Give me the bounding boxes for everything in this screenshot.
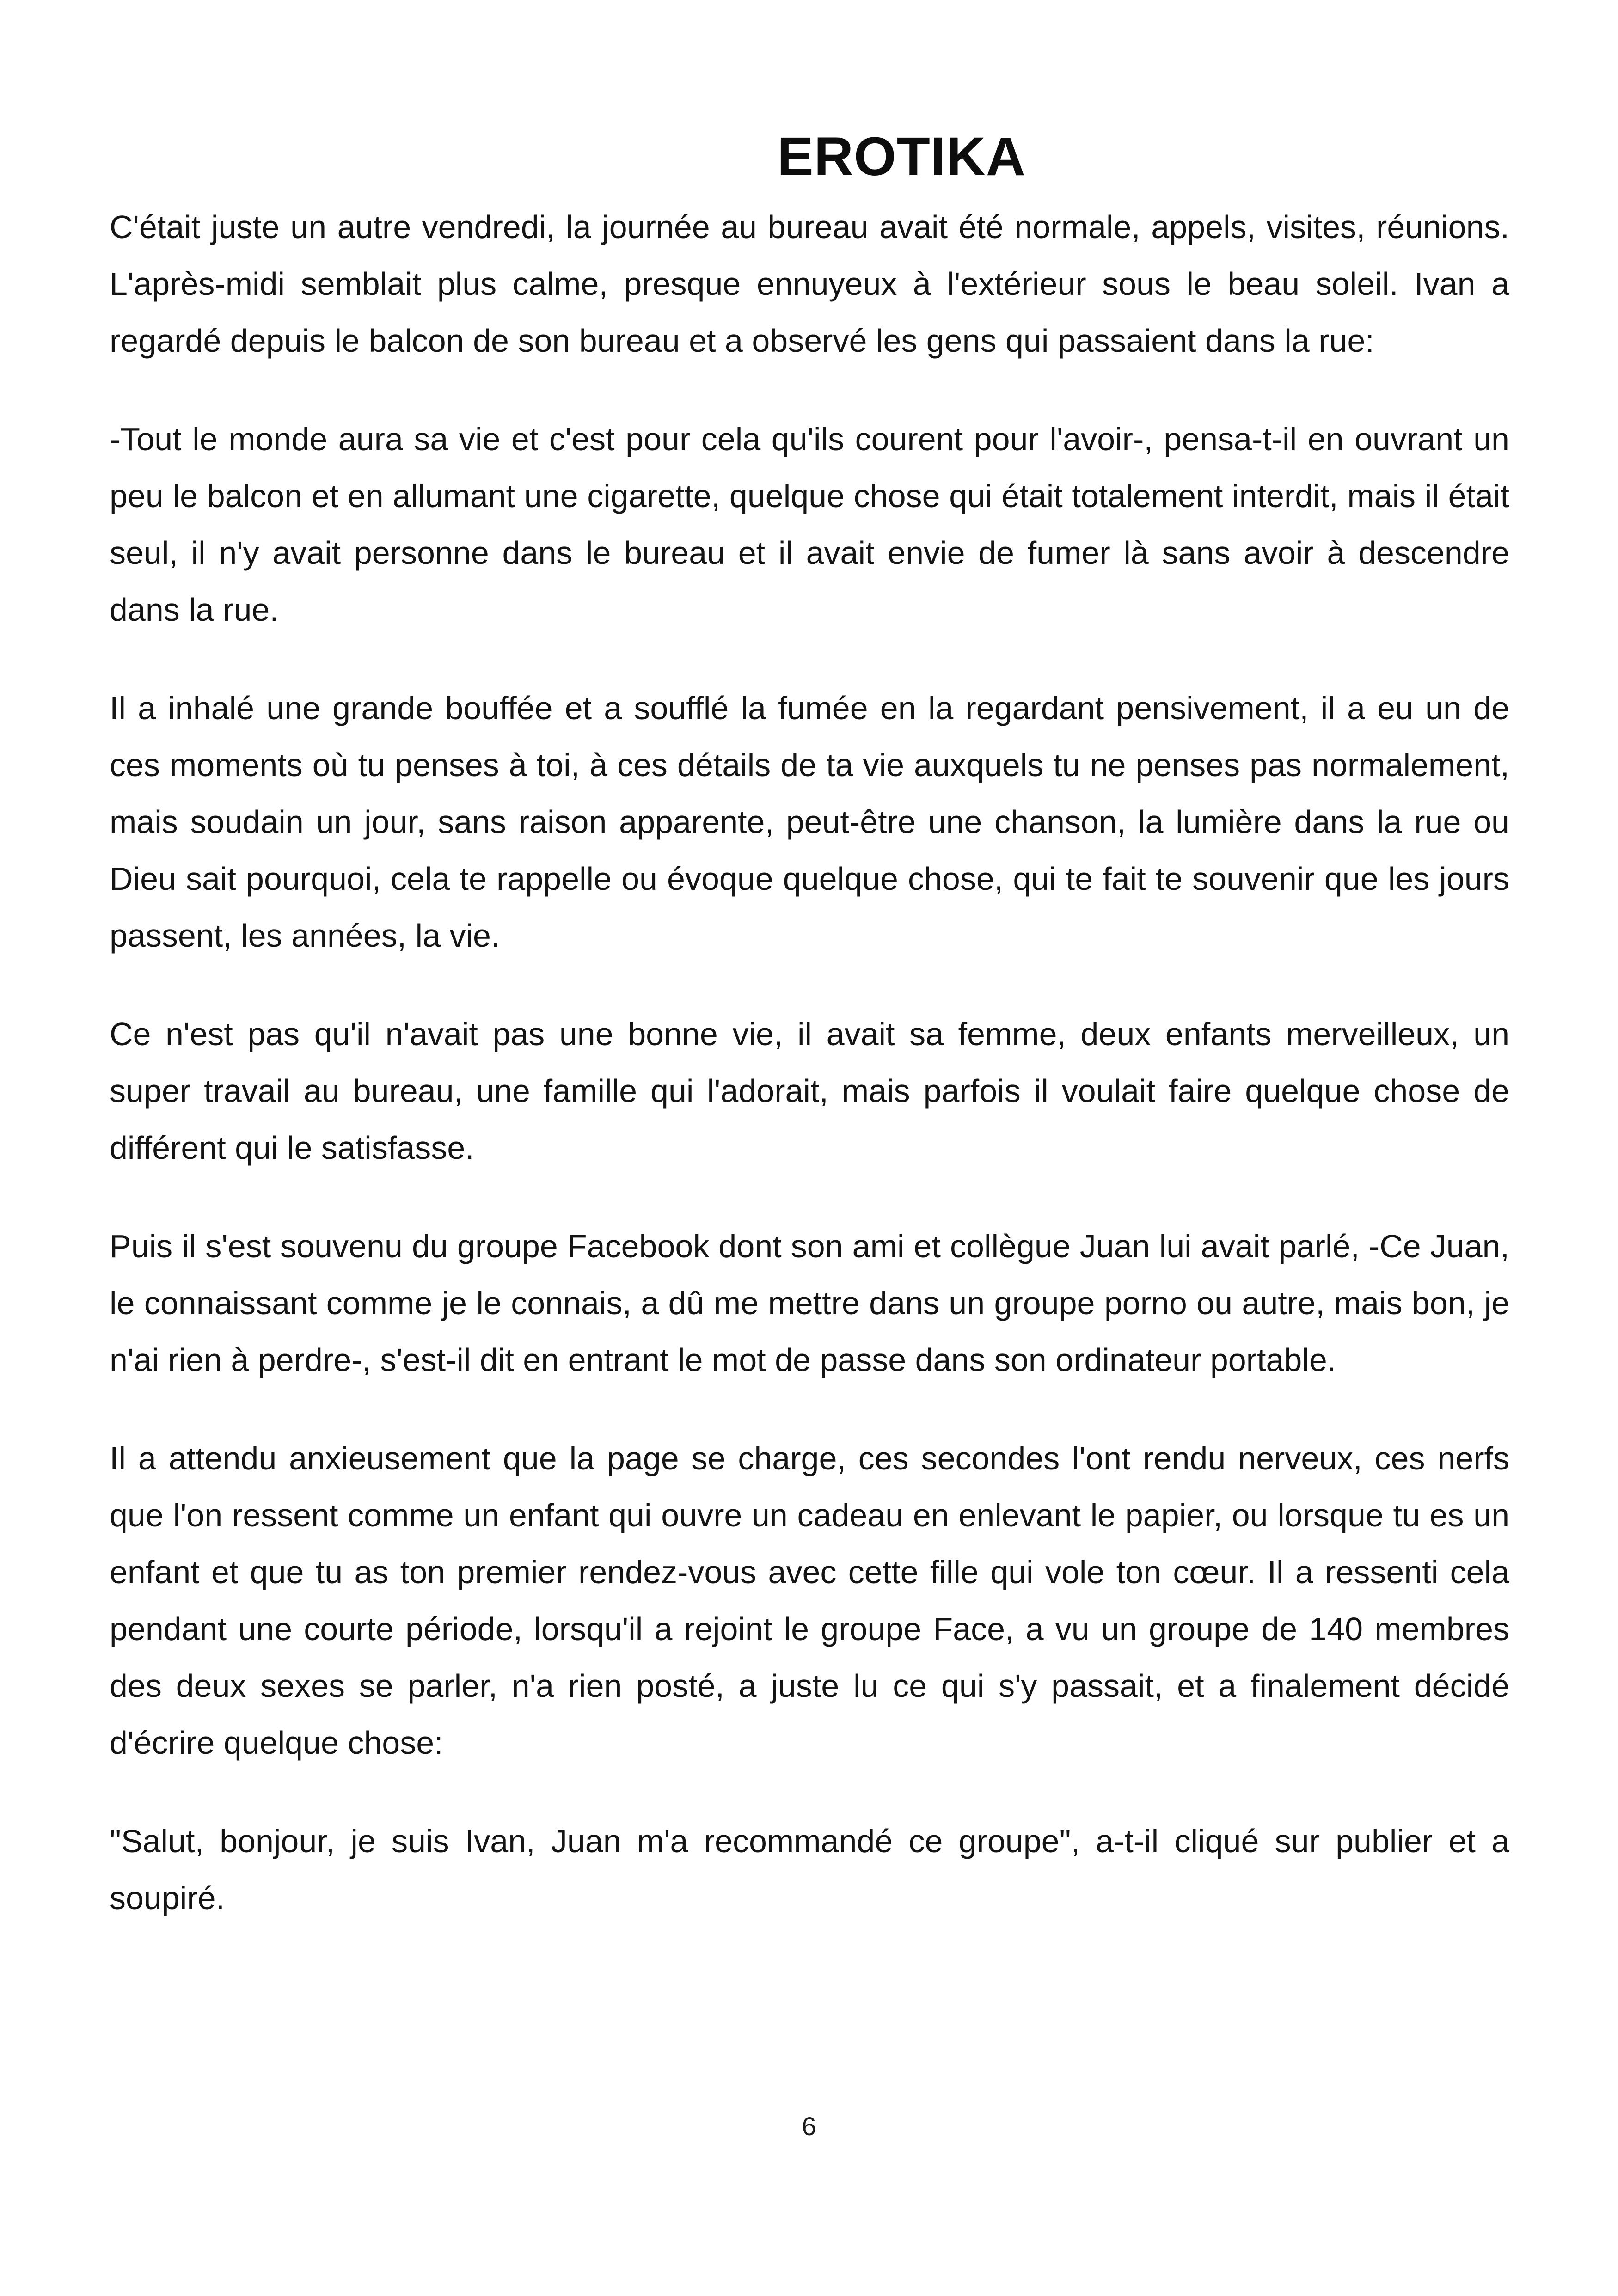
paragraph-4: Ce n'est pas qu'il n'avait pas une bonne vie, il avait sa femme, deux enfants merveilleux, un super travail au bureau, une famille qui l'adorait, mais parfois il voulait faire quelque chose de différent qui le satisfasse. (110, 1016, 1509, 1166)
paragraph-3: Il a inhalé une grande bouffée et a soufflé la fumée en la regardant pensivement, il a eu un de ces moments où tu penses à toi, à ces détails de ta vie auxquels tu ne penses pas normalement, mais soudain un jour, sans raison apparente, peut-être une chanson, la lumière dans la rue ou Dieu sait pourquoi, cela te rappelle ou évoque quelque chose, qui te fait te souvenir que les jours passent, les années, la vie. (110, 690, 1509, 954)
paragraph-5: Puis il s'est souvenu du groupe Facebook dont son ami et collègue Juan lui avait parlé, -Ce Juan, le connaissant comme je le connais, a dû me mettre dans un groupe porno ou autre, mais bon, je n'ai rien à perdre-, s'est-il dit en entrant le mot de passe dans son ordinateur portable. (110, 1228, 1509, 1378)
paragraph-6: Il a attendu anxieusement que la page se charge, ces secondes l'ont rendu nerveux, ces nerfs que l'on ressent comme un enfant qui ouvre un cadeau en enlevant le papier, ou lorsque tu es un enfant et que tu as ton premier rendez-vous avec cette fille qui vole ton cœur. Il a ressenti cela pendant une courte période, lorsqu'il a rejoint le groupe Face, a vu un groupe de 140 membres des deux sexes se parler, n'a rien posté, a juste lu ce qui s'y passait, et a finalement décidé d'écrire quelque chose: (110, 1440, 1509, 1761)
paragraph-2: -Tout le monde aura sa vie et c'est pour cela qu'ils courent pour l'avoir-, pensa-t-il en ouvrant un peu le balcon et en allumant une cigarette, quelque chose qui était totalement interdit, mais il était seul, il n'y avait personne dans le bureau et il avait envie de fumer là sans avoir à descendre dans la rue. (110, 421, 1509, 628)
body-text (110, 199, 1509, 1968)
paragraph-1: C'était juste un autre vendredi, la journée au bureau avait été normale, appels, visites, réunions. L'après-midi semblait plus calme, presque ennuyeux à l'extérieur sous le beau soleil. Ivan a regardé depuis le balcon de son bureau et a observé les gens qui passaient dans la rue: (110, 209, 1509, 359)
page-title: EROTIKA (777, 126, 1026, 188)
page-number: 6 (802, 2112, 816, 2141)
paragraph-7: "Salut, bonjour, je suis Ivan, Juan m'a recommandé ce groupe", a-t-il cliqué sur publier et a soupiré. (110, 1823, 1509, 1916)
